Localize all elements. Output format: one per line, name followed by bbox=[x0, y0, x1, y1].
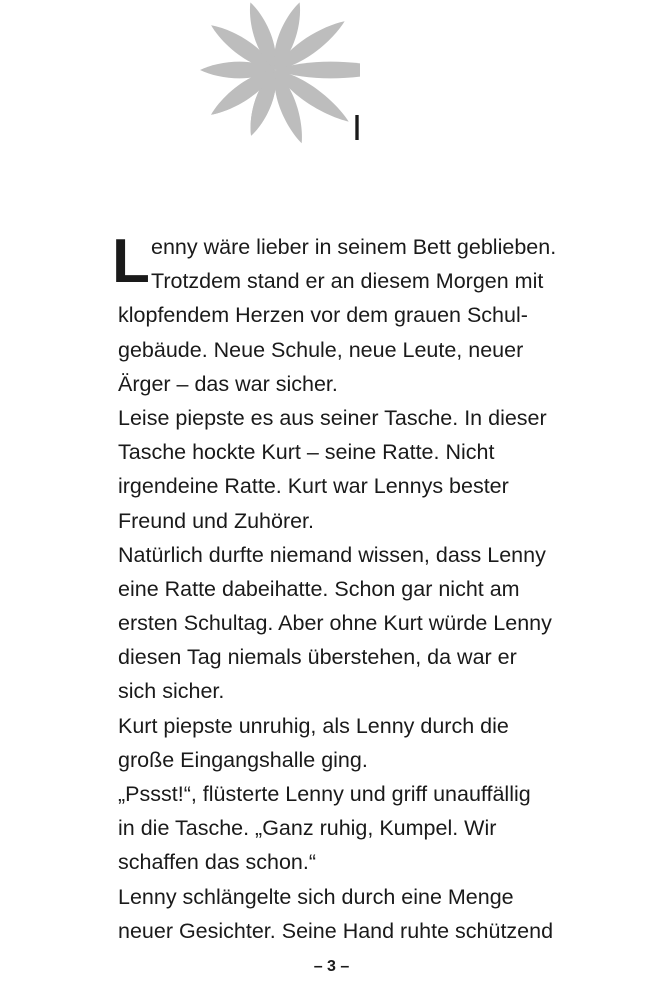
text-line: Lenny schlängelte sich durch eine Menge bbox=[118, 884, 514, 909]
chapter-number: I bbox=[352, 107, 363, 148]
text-line: Tasche hockte Kurt – seine Ratte. Nicht bbox=[118, 440, 495, 465]
text-line: irgendeine Ratte. Kurt war Lennys bester bbox=[118, 474, 509, 499]
text-line: Leise piepste es aus seiner Tasche. In dieser bbox=[118, 405, 547, 430]
text-line: enny wäre lieber in seinem Bett geblieben. bbox=[151, 235, 557, 259]
text-line: große Eingangshalle ging. bbox=[118, 747, 368, 772]
page-number: – 3 – bbox=[313, 958, 350, 975]
flower-ornament-icon bbox=[190, 0, 363, 190]
text-line: klopfendem Herzen vor dem grauen Schul- bbox=[118, 303, 528, 328]
text-line: ersten Schultag. Aber ohne Kurt würde Lenny bbox=[118, 611, 552, 636]
text-line: schaffen das schon.“ bbox=[118, 850, 317, 875]
text-line: in die Tasche. „Ganz ruhig, Kumpel. Wir bbox=[118, 816, 497, 841]
text-line: neuer Gesichter. Seine Hand ruhte schützend bbox=[118, 918, 554, 943]
text-line: Trotzdem stand er an diesem Morgen mit bbox=[151, 269, 544, 294]
text-line: Kurt piepste unruhig, als Lenny durch die bbox=[118, 713, 509, 738]
text-line: gebäude. Neue Schule, neue Leute, neuer bbox=[118, 337, 524, 362]
text-line: diesen Tag niemals überstehen, da war er bbox=[118, 645, 517, 670]
text-line: eine Ratte dabeihatte. Schon gar nicht am bbox=[118, 576, 520, 601]
drop-cap: L bbox=[112, 227, 150, 296]
text-line: Natürlich durfte niemand wissen, dass Lenny bbox=[118, 542, 546, 567]
text-line: Ärger – das war sicher. bbox=[118, 371, 338, 396]
text-line: Freund und Zuhörer. bbox=[118, 508, 315, 533]
text-line: sich sicher. bbox=[118, 679, 225, 704]
text-line: „Pssst!“, flüsterte Lenny und griff unauffällig bbox=[118, 782, 531, 806]
story-text bbox=[118, 230, 598, 948]
